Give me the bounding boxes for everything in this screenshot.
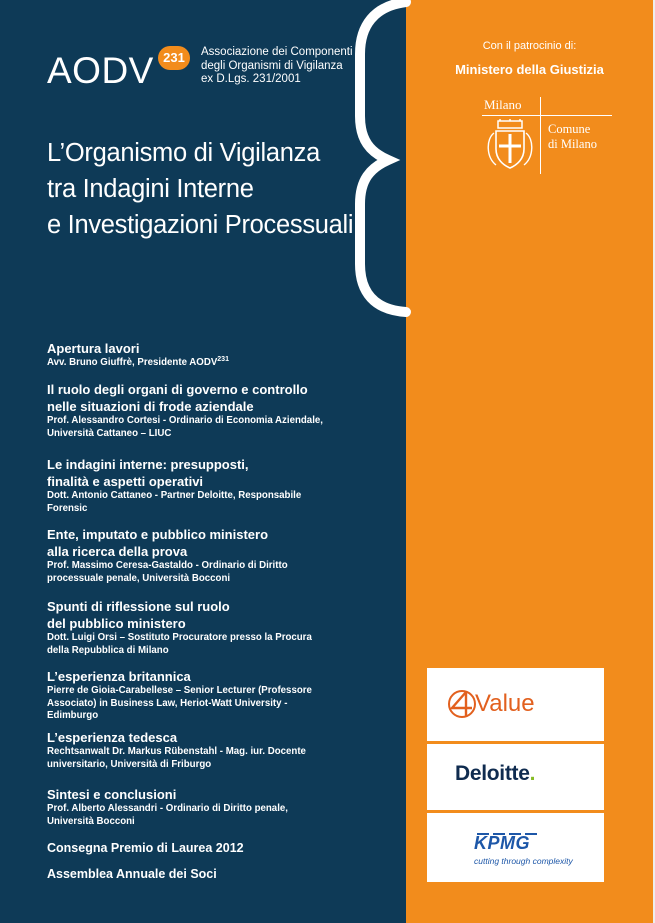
program-item <box>47 668 387 723</box>
association-line: ex D.Lgs. 231/2001 <box>201 73 301 85</box>
item-speaker <box>47 685 387 723</box>
association-line: Associazione dei Componenti <box>201 46 353 58</box>
item-speaker-line: Pierre de Gioia-Carabellese – Senior Lecturer (Professore <box>47 685 312 696</box>
item-title-line: L’esperienza britannica <box>47 669 191 684</box>
item-speaker <box>47 560 387 585</box>
item-speaker-line: Dott. Antonio Cattaneo - Partner Deloitte, Responsabile <box>47 490 302 501</box>
event-title <box>47 135 353 243</box>
comune-line: Comune <box>548 122 591 136</box>
sponsor-value <box>427 668 604 741</box>
value-4-icon <box>447 686 477 720</box>
item-speaker-line: Università Bocconi <box>47 815 135 827</box>
sponsor-kpmg <box>427 813 604 882</box>
sponsor-deloitte <box>427 744 604 810</box>
deloitte-dot: . <box>529 762 536 785</box>
item-speaker <box>47 632 387 657</box>
value-logo-text: Value <box>475 690 535 717</box>
item-title <box>47 598 387 632</box>
item-title <box>47 526 387 560</box>
item-title-line: Apertura lavori <box>47 341 140 356</box>
deloitte-text: Deloitte <box>455 762 530 785</box>
item-title-line: nelle situazioni di frode aziendale <box>47 399 254 414</box>
item-speaker-line: Prof. Massimo Ceresa-Gastaldo - Ordinario di Diritto <box>47 560 288 571</box>
item-speaker-line <box>47 357 387 370</box>
ministry-name: Ministero della Giustizia <box>455 62 604 77</box>
item-title-line: finalità e aspetti operativi <box>47 474 204 489</box>
item-title <box>47 668 387 685</box>
item-speaker <box>47 490 387 515</box>
crest-icon <box>482 119 538 171</box>
item-speaker-line: Rechtsanwalt Dr. Markus Rübenstahl - Mag. iur. Docente <box>47 746 306 757</box>
item-speaker-line: Prof. Alessandro Cortesi - Ordinario di Economia Aziendale, <box>47 415 323 426</box>
item-title-line: L’esperienza tedesca <box>47 730 178 745</box>
comune-milano-logo <box>482 97 612 175</box>
item-speaker-line: Forensic <box>47 502 88 514</box>
speaker-sup: 231 <box>217 355 229 363</box>
comune-text <box>548 122 597 152</box>
city-name: Milano <box>484 97 522 112</box>
item-speaker-line: Edimburgo <box>47 710 99 721</box>
item-title-line: del pubblico ministero <box>47 616 186 631</box>
program-item <box>47 340 387 370</box>
comune-line: di Milano <box>548 137 597 151</box>
item-title-line: Il ruolo degli organi di governo e controllo <box>47 382 308 397</box>
item-speaker-line: Prof. Alberto Alessandri - Ordinario di Diritto penale, <box>47 803 288 814</box>
item-title-line: alla ricerca della prova <box>47 544 188 559</box>
item-speaker-line: universitario, Università di Friburgo <box>47 758 212 770</box>
item-title-line: Ente, imputato e pubblico ministero <box>47 527 269 542</box>
title-line: tra Indagini Interne <box>47 175 254 203</box>
title-line: L’Organismo di Vigilanza <box>47 139 320 167</box>
program-item <box>47 456 387 515</box>
program-item <box>47 729 387 771</box>
item-title <box>47 786 387 803</box>
item-title-line: Sintesi e conclusioni <box>47 787 177 802</box>
patronage-intro: Con il patrocinio di: <box>482 40 577 52</box>
award-ceremony: Consegna Premio di Laurea 2012 <box>47 841 244 855</box>
item-speaker <box>47 803 387 828</box>
program-item <box>47 598 387 657</box>
kpmg-logo: KPMG <box>474 833 530 853</box>
annual-assembly: Assemblea Annuale dei Soci <box>47 867 217 881</box>
program-item <box>47 381 387 440</box>
program-item <box>47 526 387 585</box>
item-title <box>47 729 387 746</box>
item-speaker <box>47 357 387 370</box>
kpmg-tagline: cutting through complexity <box>474 856 573 866</box>
association-line: degli Organismi di Vigilanza <box>201 59 343 72</box>
title-line: e Investigazioni Processuali <box>47 211 354 239</box>
item-speaker-line: Associato) in Business Law, Heriot-Watt University - <box>47 697 288 709</box>
logo-divider-vertical <box>540 97 541 174</box>
item-speaker <box>47 415 387 440</box>
item-title-line: Spunti di riflessione sul ruolo <box>47 599 230 614</box>
item-speaker-line: della Repubblica di Milano <box>47 644 169 656</box>
item-title <box>47 340 387 357</box>
item-title <box>47 456 387 490</box>
item-title-line: Le indagini interne: presupposti, <box>47 457 249 472</box>
logo-badge: 231 <box>158 46 190 70</box>
association-name <box>201 46 353 87</box>
program-item <box>47 786 387 828</box>
logo-text: AODV <box>47 50 154 91</box>
item-speaker-line: Università Cattaneo – LIUC <box>47 427 172 439</box>
item-speaker <box>47 746 387 771</box>
item-title <box>47 381 387 415</box>
item-speaker-line: processuale penale, Università Bocconi <box>47 572 231 584</box>
deloitte-logo <box>455 762 535 786</box>
speaker-text: Avv. Bruno Giuffrè, Presidente AODV <box>47 357 218 368</box>
item-speaker-line: Dott. Luigi Orsi – Sostituto Procuratore presso la Procura <box>47 632 312 643</box>
logo-divider-horizontal <box>482 115 612 116</box>
